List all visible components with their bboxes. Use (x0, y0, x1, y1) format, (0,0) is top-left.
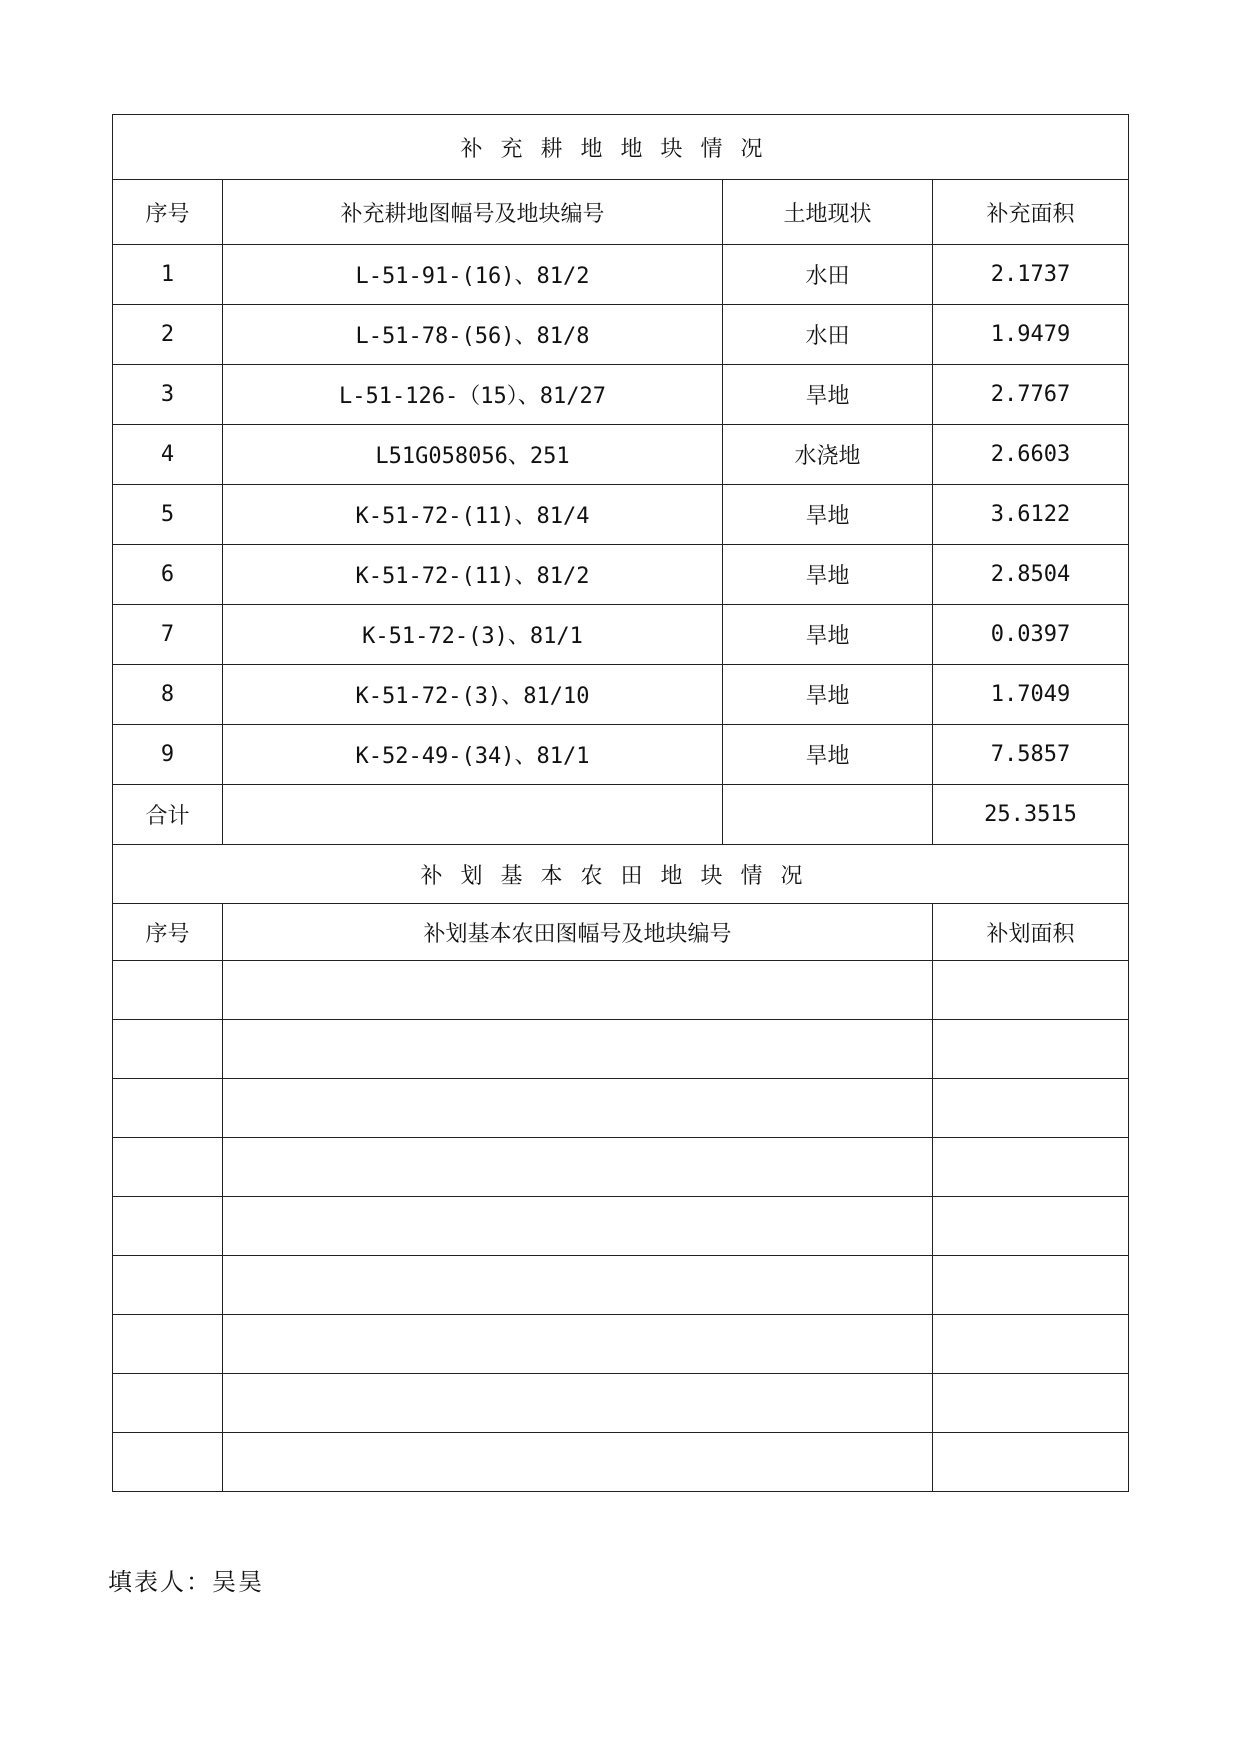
form-sheet (112, 114, 1128, 1492)
empty-cell (223, 1433, 933, 1492)
empty-cell (933, 1374, 1129, 1433)
empty-cell (113, 1020, 223, 1079)
empty-cell (223, 1315, 933, 1374)
empty-cell (113, 1374, 223, 1433)
cell-area: 0.0397 (933, 605, 1129, 665)
table-row (113, 425, 1129, 485)
cell-land-status: 水浇地 (723, 425, 933, 485)
cell-area: 1.9479 (933, 305, 1129, 365)
cell-land-status: 旱地 (723, 605, 933, 665)
header-map-id: 补充耕地图幅号及地块编号 (223, 180, 723, 245)
total-row (113, 785, 1129, 845)
cell-seq: 8 (113, 665, 223, 725)
empty-cell (223, 1256, 933, 1315)
cell-land-status: 旱地 (723, 365, 933, 425)
cell-seq: 2 (113, 305, 223, 365)
table-row (113, 605, 1129, 665)
total-area: 25.3515 (933, 785, 1129, 845)
empty-cell (223, 1374, 933, 1433)
cell-seq: 7 (113, 605, 223, 665)
empty-cell (113, 1079, 223, 1138)
cell-land-status: 旱地 (723, 725, 933, 785)
cell-seq: 1 (113, 245, 223, 305)
cell-map-id: K-52-49-(34)、81/1 (223, 725, 723, 785)
total-empty-cell (223, 785, 723, 845)
table-row (113, 305, 1129, 365)
header-seq: 序号 (113, 904, 223, 961)
empty-cell (933, 1433, 1129, 1492)
empty-cell (933, 1020, 1129, 1079)
empty-cell (933, 1256, 1129, 1315)
cell-land-status: 旱地 (723, 545, 933, 605)
empty-row (113, 1256, 1129, 1315)
table-row (113, 245, 1129, 305)
empty-cell (223, 1079, 933, 1138)
empty-row (113, 1374, 1129, 1433)
cell-area: 3.6122 (933, 485, 1129, 545)
cell-map-id: L51G058056、251 (223, 425, 723, 485)
empty-cell (113, 1315, 223, 1374)
header-seq: 序号 (113, 180, 223, 245)
empty-row (113, 1433, 1129, 1492)
empty-cell (223, 1020, 933, 1079)
header-farmland-area: 补划面积 (933, 904, 1129, 961)
table-row (113, 665, 1129, 725)
table-row (113, 365, 1129, 425)
cell-area: 1.7049 (933, 665, 1129, 725)
empty-cell (223, 1138, 933, 1197)
empty-cell (933, 1079, 1129, 1138)
empty-cell (933, 1315, 1129, 1374)
empty-cell (113, 1138, 223, 1197)
cell-land-status: 水田 (723, 245, 933, 305)
empty-cell (113, 1197, 223, 1256)
empty-cell (223, 1197, 933, 1256)
empty-cell (223, 961, 933, 1020)
total-empty-cell (723, 785, 933, 845)
cell-map-id: L-51-78-(56)、81/8 (223, 305, 723, 365)
cell-seq: 9 (113, 725, 223, 785)
table-row (113, 545, 1129, 605)
cell-area: 2.6603 (933, 425, 1129, 485)
section1-title-row (113, 115, 1129, 180)
empty-row (113, 1315, 1129, 1374)
cell-land-status: 旱地 (723, 485, 933, 545)
empty-cell (933, 1197, 1129, 1256)
cell-seq: 3 (113, 365, 223, 425)
section1-title: 补充耕地地块情况 (113, 115, 1129, 180)
empty-row (113, 1197, 1129, 1256)
cell-area: 2.7767 (933, 365, 1129, 425)
empty-row (113, 961, 1129, 1020)
empty-cell (113, 1433, 223, 1492)
table-row (113, 485, 1129, 545)
cell-map-id: K-51-72-(11)、81/2 (223, 545, 723, 605)
header-supplement-area: 补充面积 (933, 180, 1129, 245)
section1-header-row (113, 180, 1129, 245)
section2-title: 补划基本农田地块情况 (113, 845, 1129, 904)
total-label: 合计 (113, 785, 223, 845)
cell-area: 2.1737 (933, 245, 1129, 305)
empty-row (113, 1138, 1129, 1197)
cell-seq: 5 (113, 485, 223, 545)
empty-cell (113, 1256, 223, 1315)
cell-map-id: L-51-91-(16)、81/2 (223, 245, 723, 305)
cell-land-status: 旱地 (723, 665, 933, 725)
section2-header-row (113, 904, 1129, 961)
cell-area: 7.5857 (933, 725, 1129, 785)
land-parcel-table (112, 114, 1129, 1492)
cell-map-id: L-51-126-（15）、81/27 (223, 365, 723, 425)
cell-seq: 4 (113, 425, 223, 485)
cell-map-id: K-51-72-(11)、81/4 (223, 485, 723, 545)
empty-row (113, 1020, 1129, 1079)
header-land-status: 土地现状 (723, 180, 933, 245)
cell-map-id: K-51-72-(3)、81/1 (223, 605, 723, 665)
empty-cell (933, 961, 1129, 1020)
cell-land-status: 水田 (723, 305, 933, 365)
cell-map-id: K-51-72-(3)、81/10 (223, 665, 723, 725)
table-row (113, 725, 1129, 785)
empty-cell (113, 961, 223, 1020)
empty-row (113, 1079, 1129, 1138)
section2-title-row (113, 845, 1129, 904)
filled-by: 填表人：吴昊 (108, 1568, 264, 1596)
header-farmland-map-id: 补划基本农田图幅号及地块编号 (223, 904, 933, 961)
cell-area: 2.8504 (933, 545, 1129, 605)
cell-seq: 6 (113, 545, 223, 605)
empty-cell (933, 1138, 1129, 1197)
